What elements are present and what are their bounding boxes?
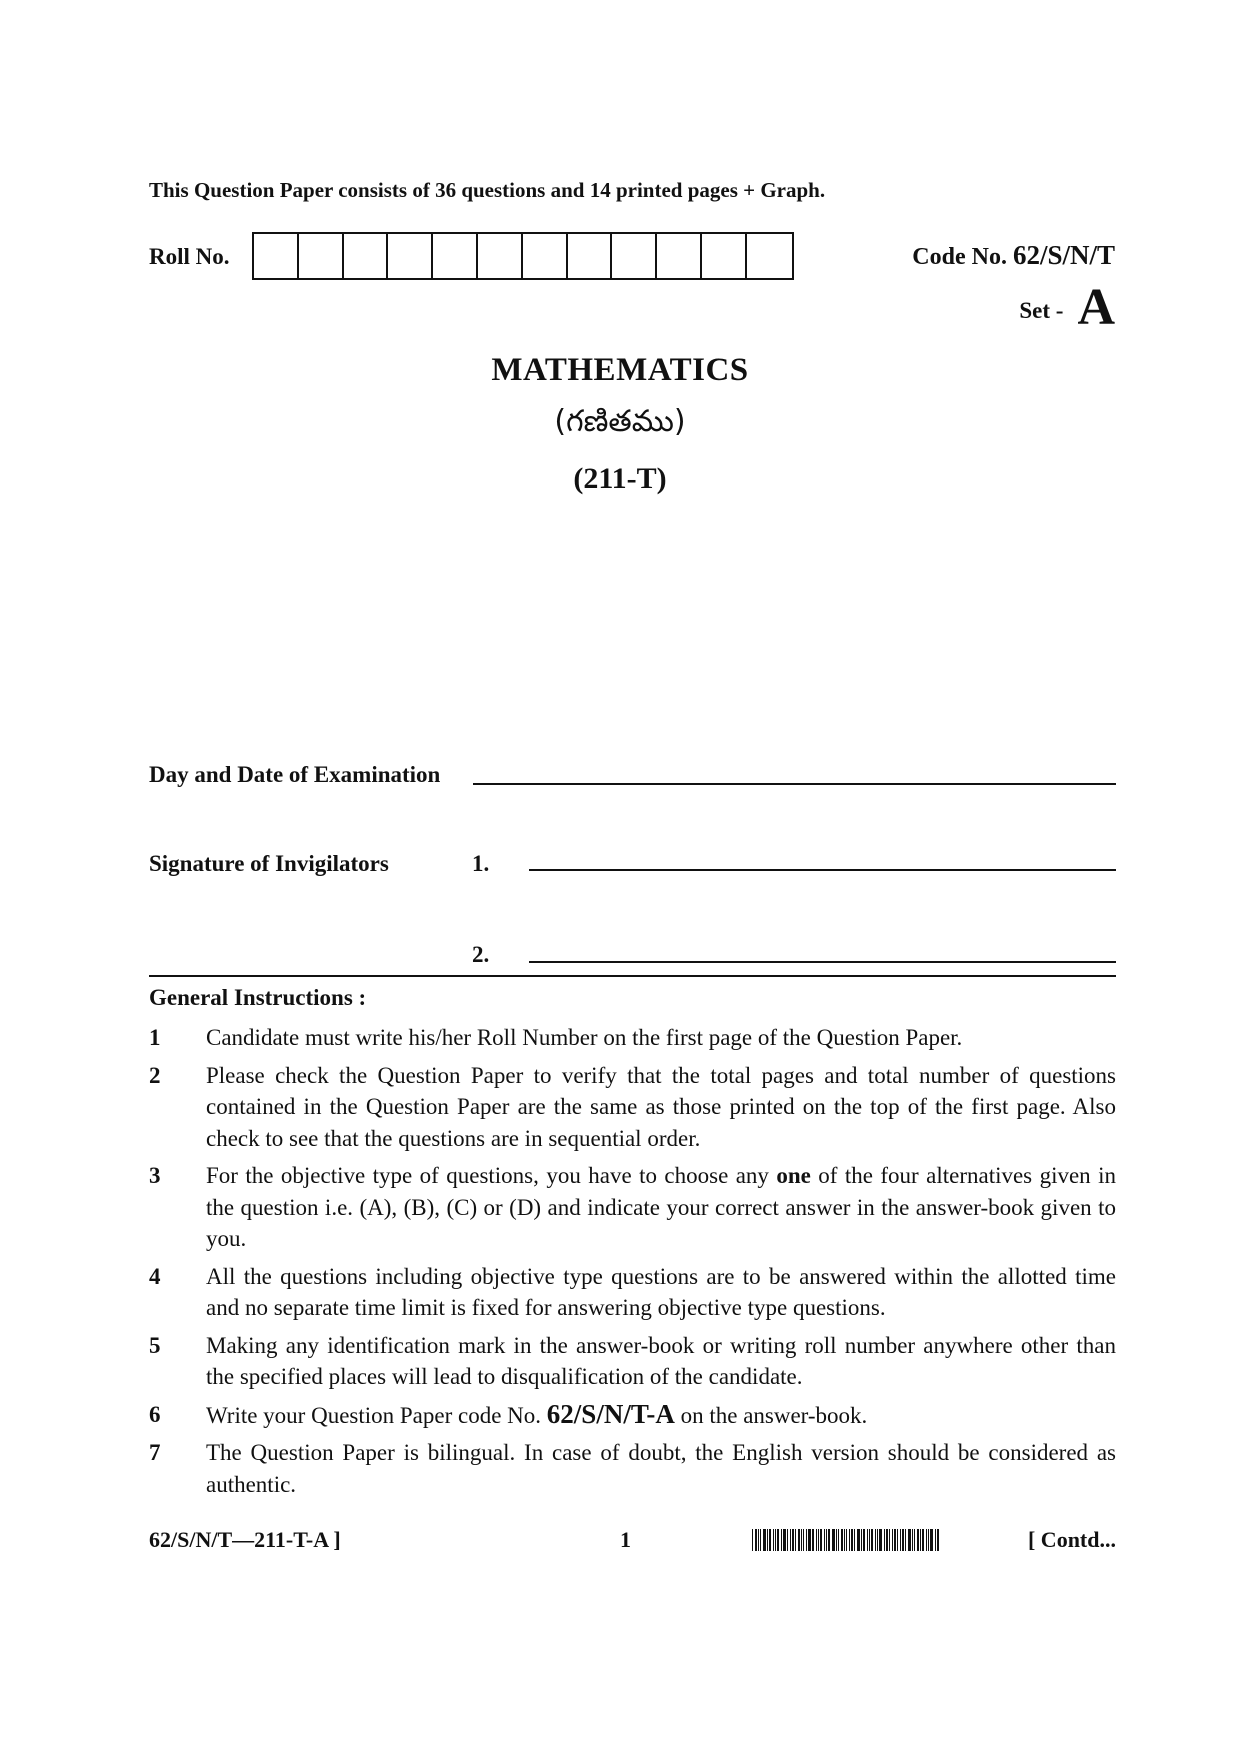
instruction-number: 6 [149, 1401, 161, 1427]
instruction-number: 4 [149, 1263, 161, 1289]
answer-book-code: 62/S/N/T-A [546, 1398, 675, 1429]
question-paper-info: This Question Paper consists of 36 questions and 14 printed pages + Graph. [149, 178, 826, 202]
instruction-item [149, 1399, 1116, 1432]
invigilator-2-number: 2. [472, 942, 490, 967]
invigilator-1-signature-line [529, 869, 1116, 871]
instruction-item [149, 1160, 1116, 1255]
subject-title: MATHEMATICS [491, 352, 749, 388]
instruction-text-part: Write your Question Paper code No. [206, 1402, 547, 1428]
instruction-item [149, 1330, 1116, 1393]
instruction-item [149, 1437, 1116, 1500]
instruction-item [149, 1060, 1116, 1155]
roll-number-box [299, 234, 344, 278]
code-value: 62/S/N/T [1012, 240, 1115, 270]
instruction-item [149, 1261, 1116, 1324]
barcode [752, 1529, 990, 1551]
set-value: A [1077, 279, 1115, 336]
instruction-number: 1 [149, 1025, 161, 1050]
instruction-number: 3 [149, 1163, 161, 1188]
roll-number-box [433, 234, 478, 278]
roll-number-box [523, 234, 568, 278]
roll-number-box [478, 234, 523, 278]
instructions-title: General Instructions : [149, 985, 367, 1010]
instruction-text [206, 1160, 1116, 1255]
roll-number-box [254, 234, 299, 278]
roll-number-box [657, 234, 702, 278]
code-number [912, 240, 1115, 271]
instruction-text: Making any identification mark in the answer-book or writing roll number anywhere other than the specified places will lead to disqualification of the candidate. [206, 1332, 1116, 1389]
roll-number-box [344, 234, 389, 278]
exam-date-line [473, 783, 1116, 785]
code-label: Code No. [912, 244, 1007, 270]
subject-title-telugu: (గణితము) [554, 404, 686, 439]
roll-number-box [388, 234, 433, 278]
roll-number-label: Roll No. [149, 244, 230, 269]
footer-contd: [ Contd... [1027, 1527, 1116, 1552]
invigilator-1-number: 1. [472, 851, 490, 876]
instruction-emphasis: one [776, 1163, 811, 1188]
instructions-list [149, 1022, 1116, 1506]
section-divider [149, 975, 1116, 977]
instruction-text: Please check the Question Paper to verify that the total pages and total number of questions contained in the Question Paper are the same as those printed on the top of the first page. Also check to see that the questions are in sequential order. [206, 1062, 1116, 1151]
set-indicator [1019, 278, 1115, 337]
invigilators-label: Signature of Invigilators [149, 851, 389, 876]
instruction-item [149, 1022, 1116, 1054]
instruction-number: 7 [149, 1440, 161, 1465]
exam-date-label: Day and Date of Examination [149, 762, 441, 787]
roll-number-box [747, 234, 792, 278]
instruction-text: The Question Paper is bilingual. In case of doubt, the English version should be considered as authentic. [206, 1440, 1116, 1497]
instruction-text-part: on the answer-book. [674, 1402, 868, 1428]
instruction-text: Candidate must write his/her Roll Number on the first page of the Question Paper. [206, 1025, 963, 1050]
page-number: 1 [620, 1527, 631, 1552]
roll-number-box [702, 234, 747, 278]
instruction-text [206, 1399, 1116, 1432]
instruction-number: 2 [149, 1062, 161, 1088]
instruction-text-part: of the four alternatives given in the question i.e. (A), (B), (C) or (D) and indicate your correct answer in the answer-book given to you. [206, 1163, 1116, 1251]
footer-paper-code: 62/S/N/T—211-T-A ] [149, 1527, 341, 1552]
instruction-number: 5 [149, 1332, 161, 1358]
roll-number-box [612, 234, 657, 278]
roll-number-box [568, 234, 613, 278]
instruction-text-part: For the objective type of questions, you have to choose any [206, 1163, 777, 1188]
subject-code: (211-T) [573, 462, 667, 495]
instruction-text: All the questions including objective type questions are to be answered within the allotted time and no separate time limit is fixed for answering objective type questions. [206, 1263, 1116, 1320]
set-label: Set - [1019, 298, 1064, 323]
roll-number-boxes [252, 232, 794, 280]
invigilator-2-signature-line [529, 961, 1116, 963]
